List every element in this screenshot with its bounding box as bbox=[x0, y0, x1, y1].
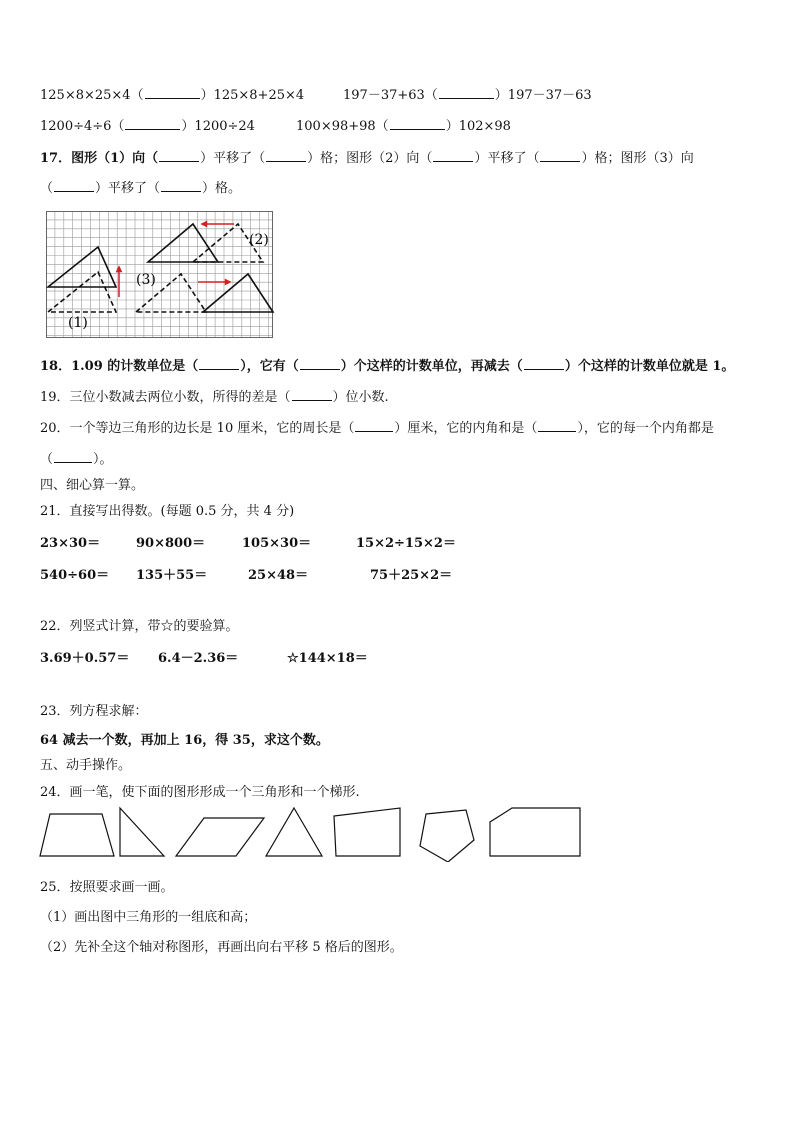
triangle-shape bbox=[266, 808, 322, 856]
pentagon-box-shape bbox=[490, 808, 580, 856]
q25-sub-1: （1）画出图中三角形的一组底和高； bbox=[40, 910, 257, 925]
arrow-right-head bbox=[225, 280, 230, 284]
compare-1a-right: ）125×8+25×4 bbox=[200, 88, 305, 103]
compare-1b-right: ）197－37－63 bbox=[494, 88, 592, 103]
q19 bbox=[40, 386, 389, 405]
q17-text: ）平移了（ bbox=[474, 151, 540, 166]
q20-text: ），它的每一个内角都是 bbox=[577, 421, 714, 436]
q20-text: ）厘米，它的内角和是（ bbox=[394, 421, 538, 436]
compare-row-2 bbox=[40, 115, 255, 134]
q17-text: 17．图形（1）向（ bbox=[40, 151, 159, 166]
q17-text: ）平移了（ bbox=[200, 151, 266, 166]
q17-text: （ bbox=[40, 181, 54, 196]
q24-text: 24．画一笔，使下面的图形形成一个三角形和一个梯形. bbox=[40, 785, 360, 800]
answer-blank[interactable] bbox=[439, 87, 494, 99]
q18-text: ）个这样的计数单位，再减去（ bbox=[340, 359, 523, 374]
answer-blank[interactable] bbox=[538, 420, 576, 432]
q21-item: 75＋25×2＝ bbox=[370, 568, 453, 583]
compare-2b-right: ）102×98 bbox=[445, 119, 511, 134]
answer-blank[interactable] bbox=[524, 358, 564, 370]
compare-row-1b bbox=[343, 84, 592, 103]
q22-item: 6.4－2.36＝ bbox=[158, 651, 239, 666]
q25-title: 25．按照要求画一画。 bbox=[40, 880, 174, 895]
q23-text: 64 减去一个数，再加上 16，得 35，求这个数。 bbox=[40, 733, 329, 748]
answer-blank[interactable] bbox=[159, 150, 199, 162]
q19-text: 19．三位小数减去两位小数，所得的差是（ bbox=[40, 390, 291, 405]
q25-sub-2: （2）先补全这个轴对称图形，再画出向右平移 5 格后的图形。 bbox=[40, 940, 403, 955]
q21-item: 135＋55＝ bbox=[136, 568, 208, 583]
q18 bbox=[40, 355, 734, 374]
triangle-1-solid bbox=[48, 247, 116, 287]
section-5-heading: 五、动手操作。 bbox=[40, 758, 132, 773]
answer-blank[interactable] bbox=[540, 150, 580, 162]
answer-blank[interactable] bbox=[355, 420, 393, 432]
figure-label-2: (2) bbox=[249, 232, 269, 248]
q20-line-2 bbox=[40, 448, 113, 467]
q17-text: ）格；图形（3）向 bbox=[581, 151, 694, 166]
q24-shapes bbox=[38, 806, 586, 862]
q21-title: 21．直接写出得数。(每题 0.5 分，共 4 分) bbox=[40, 504, 295, 519]
answer-blank[interactable] bbox=[199, 358, 239, 370]
answer-blank[interactable] bbox=[300, 358, 340, 370]
compare-2a-right: ）1200÷24 bbox=[181, 119, 255, 134]
q22-item: ☆144×18＝ bbox=[287, 651, 368, 666]
compare-2b-left: 100×98+98（ bbox=[296, 119, 389, 134]
pentagon-shape bbox=[420, 810, 474, 862]
answer-blank[interactable] bbox=[266, 150, 306, 162]
q21-item: 105×30＝ bbox=[242, 536, 312, 551]
q17-text: ）格；图形（2）向（ bbox=[307, 151, 433, 166]
q17-text: ）平移了（ bbox=[95, 181, 161, 196]
answer-blank[interactable] bbox=[390, 118, 445, 130]
answer-blank[interactable] bbox=[292, 389, 332, 401]
q17-text: ）格。 bbox=[202, 181, 242, 196]
trapezoid-shape bbox=[40, 814, 114, 856]
answer-blank[interactable] bbox=[54, 180, 94, 192]
q23-title: 23．列方程求解： bbox=[40, 704, 148, 719]
parallelogram-shape bbox=[176, 818, 264, 856]
answer-blank[interactable] bbox=[54, 451, 92, 463]
q17-line-2 bbox=[40, 177, 241, 196]
section-4-heading: 四、细心算一算。 bbox=[40, 478, 145, 493]
figure-label-1: (1) bbox=[68, 315, 88, 331]
q21-item: 540÷60＝ bbox=[40, 568, 110, 583]
q22-item: 3.69＋0.57＝ bbox=[40, 651, 130, 666]
compare-1a-left: 125×8×25×4（ bbox=[40, 88, 144, 103]
q20-text: 20．一个等边三角形的边长是 10 厘米，它的周长是（ bbox=[40, 421, 355, 436]
q21-item: 90×800＝ bbox=[136, 536, 206, 551]
q17-line-1 bbox=[40, 147, 694, 166]
answer-blank[interactable] bbox=[433, 150, 473, 162]
q21-item: 23×30＝ bbox=[40, 536, 101, 551]
triangle-3-solid bbox=[203, 274, 273, 312]
arrow-left-head bbox=[202, 222, 207, 226]
compare-row-2b bbox=[296, 115, 511, 134]
q21-item: 25×48＝ bbox=[248, 568, 309, 583]
q20-text: （ bbox=[40, 452, 54, 467]
compare-2a-left: 1200÷4÷6（ bbox=[40, 119, 125, 134]
answer-blank[interactable] bbox=[125, 118, 180, 130]
figure-label-3: (3) bbox=[136, 272, 156, 288]
q20-text: ）。 bbox=[93, 452, 113, 467]
q22-title: 22．列竖式计算，带☆的要验算。 bbox=[40, 619, 239, 634]
q20-line-1 bbox=[40, 417, 714, 436]
q18-text: ）个这样的计数单位就是 1。 bbox=[564, 359, 735, 374]
compare-row-1 bbox=[40, 84, 304, 103]
answer-blank[interactable] bbox=[161, 180, 201, 192]
q18-text: 18．1.09 的计数单位是（ bbox=[40, 359, 199, 374]
q17-grid-figure bbox=[46, 211, 276, 341]
right-triangle-shape bbox=[120, 808, 164, 856]
triangle-2-solid bbox=[148, 224, 218, 262]
q18-text: ），它有（ bbox=[240, 359, 299, 374]
q19-text: ）位小数. bbox=[332, 390, 389, 405]
compare-1b-left: 197－37+63（ bbox=[343, 88, 438, 103]
quadrilateral-shape bbox=[334, 808, 400, 856]
q21-item: 15×2÷15×2＝ bbox=[356, 536, 456, 551]
answer-blank[interactable] bbox=[145, 87, 200, 99]
